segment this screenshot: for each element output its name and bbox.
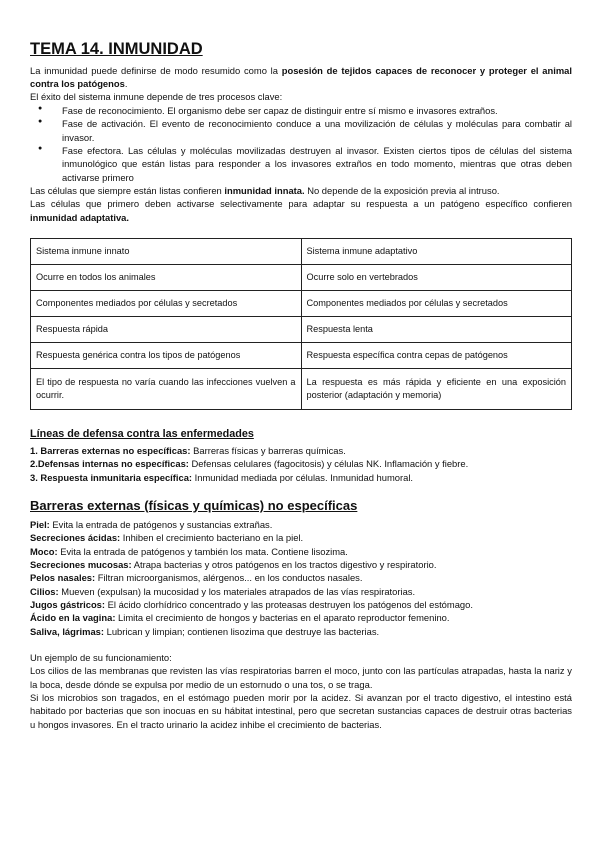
table-cell: Respuesta específica contra cepas de patógenos: [301, 342, 572, 368]
barriers-heading: Barreras externas (físicas y químicas) no específicas: [30, 497, 358, 513]
barrier-item: [30, 585, 572, 598]
barrier-label: Cilios:: [30, 585, 59, 597]
phase-list: [30, 104, 572, 184]
table-row: [31, 264, 572, 290]
table-cell: Respuesta rápida: [31, 316, 302, 342]
barrier-text: Filtran microorganismos, alérgenos... en los conductos nasales.: [95, 572, 363, 584]
barrier-item: [30, 625, 572, 638]
barrier-item: [30, 598, 572, 611]
example-paragraph-1: Los cilios de las membranas que revisten las vías respiratorias barren el moco, junto con las partículas atrapadas, hasta la nariz y la boca, desde dónde se expulsa por medio de un estornudo o una tos, o se traga.: [30, 665, 572, 690]
table-header-cell: Sistema inmune adaptativo: [301, 238, 572, 264]
table-row: [31, 316, 572, 342]
barrier-text: Evita la entrada de patógenos y también los mata. Contiene lisozima.: [57, 545, 348, 557]
barrier-label: Pelos nasales:: [30, 572, 96, 584]
defense-item-text: Barreras físicas y barreras químicas.: [190, 444, 346, 456]
defense-item-label: 2.Defensas internas no específicas:: [30, 458, 189, 470]
barrier-item: [30, 545, 572, 558]
defense-item-label: 3. Respuesta inmunitaria específica:: [30, 471, 193, 483]
barrier-label: Moco:: [30, 545, 58, 557]
barrier-label: Piel:: [30, 518, 50, 530]
table-row: [31, 342, 572, 368]
comparison-table: [30, 238, 572, 410]
page-title: TEMA 14. INMUNIDAD: [30, 40, 203, 58]
defense-heading: Líneas de defensa contra las enfermedades: [30, 427, 254, 440]
table-row: [31, 290, 572, 316]
table-cell: Componentes mediados por células y secretados: [301, 290, 572, 316]
example-paragraph-2: Si los microbios son tragados, en el estómago pueden morir por la acidez. Si avanzan por el tracto digestivo, el intestino está habitado por bacterias que son inocuas en su hábitat intestinal, pero que secretan sustancias capaces de destruir otras bacterias u hongos invasores. En el tracto urinario la acidez inhibe el crecimiento de bacterias.: [30, 692, 572, 730]
barrier-item: [30, 518, 572, 531]
table-header-row: [31, 238, 572, 264]
table-cell: Ocurre solo en vertebrados: [301, 264, 572, 290]
barrier-item: [30, 571, 572, 584]
adaptive-text: Las células que primero deben activarse selectivamente para adaptar su respuesta a un patógeno específico confieren: [30, 198, 572, 210]
barrier-item: [30, 611, 572, 624]
barrier-text: Mueven (expulsan) la mucosidad y los materiales atrapados de las vías respiratorias.: [58, 585, 416, 597]
barrier-item: [30, 558, 572, 571]
barrier-text: Limita el crecimiento de hongos y bacterias en el aparato reproductor femenino.: [115, 612, 450, 624]
defense-item: [30, 457, 572, 470]
list-item: ● Fase de reconocimiento. El organismo debe ser capaz de distinguir entre sí mismo e invasores extraños.: [56, 104, 572, 117]
barrier-text: Lubrican y limpian; contienen lisozima que destruye las bacterias.: [104, 625, 380, 637]
intro-paragraph-2: El éxito del sistema inmune depende de tres procesos clave:: [30, 91, 283, 103]
table-header-cell: Sistema inmune innato: [31, 238, 302, 264]
table-cell: Respuesta lenta: [301, 316, 572, 342]
barrier-item: [30, 531, 572, 544]
list-item: ● Fase de activación. El evento de reconocimiento conduce a una movilización de células y moléculas para combatir al invasor.: [56, 117, 572, 144]
table-cell: Ocurre en todos los animales: [31, 264, 302, 290]
innate-bold-text: inmunidad innata.: [224, 184, 305, 196]
defense-item-text: Defensas celulares (fagocitosis) y células NK. Inflamación y fiebre.: [188, 458, 469, 470]
barrier-text: Inhiben el crecimiento bacteriano en la piel.: [120, 532, 304, 544]
intro-bold-text: posesión de tejidos capaces de reconocer y proteger el animal contra los patógenos: [30, 64, 572, 90]
barrier-label: Ácido en la vagina:: [30, 612, 116, 624]
innate-paragraph: [30, 184, 572, 197]
innate-text: Las células que siempre están listas confieren: [30, 184, 225, 196]
defense-item: [30, 471, 572, 484]
adaptive-paragraph: [30, 197, 572, 224]
example-intro: Un ejemplo de su funcionamiento:: [30, 651, 172, 663]
barrier-label: Jugos gástricos:: [30, 598, 106, 610]
barrier-text: El ácido clorhídrico concentrado y las proteasas destruyen los patógenos del estómago.: [105, 598, 473, 610]
table-cell: El tipo de respuesta no varía cuando las infecciones vuelven a ocurrir.: [31, 368, 302, 409]
table-cell: Respuesta genérica contra los tipos de patógenos: [31, 342, 302, 368]
barrier-label: Secreciones mucosas:: [30, 558, 132, 570]
barrier-label: Saliva, lágrimas:: [30, 625, 104, 637]
list-item: ● Fase efectora. Las células y moléculas movilizadas destruyen al invasor. Existen ciertos tipos de células del sistema inmunológico que están listas para responder a los invasores extraños en todo momento, mientras que otras deben activarse primero: [56, 144, 572, 184]
document-page: [30, 40, 572, 731]
defense-item-label: 1. Barreras externas no específicas:: [30, 444, 191, 456]
table-cell: Componentes mediados por células y secretados: [31, 290, 302, 316]
innate-text-end: No depende de la exposición previa al intruso.: [304, 184, 500, 196]
table-cell: La respuesta es más rápida y eficiente en una exposición posterior (adaptación y memoria): [301, 368, 572, 409]
intro-text-end: .: [124, 78, 128, 90]
intro-paragraph-1: [30, 64, 572, 91]
defense-item-text: Inmunidad mediada por células. Inmunidad humoral.: [192, 471, 414, 483]
intro-text: La inmunidad puede definirse de modo resumido como la: [30, 64, 282, 76]
spacer: [30, 638, 572, 651]
barrier-label: Secreciones ácidas:: [30, 532, 121, 544]
barrier-text: Evita la entrada de patógenos y sustancias extrañas.: [49, 518, 273, 530]
table-row: [31, 368, 572, 409]
adaptive-bold-text: inmunidad adaptativa.: [30, 211, 129, 223]
defense-item: [30, 444, 572, 457]
barrier-text: Atrapa bacterias y otros patógenos en los tractos digestivo y respiratorio.: [131, 558, 437, 570]
